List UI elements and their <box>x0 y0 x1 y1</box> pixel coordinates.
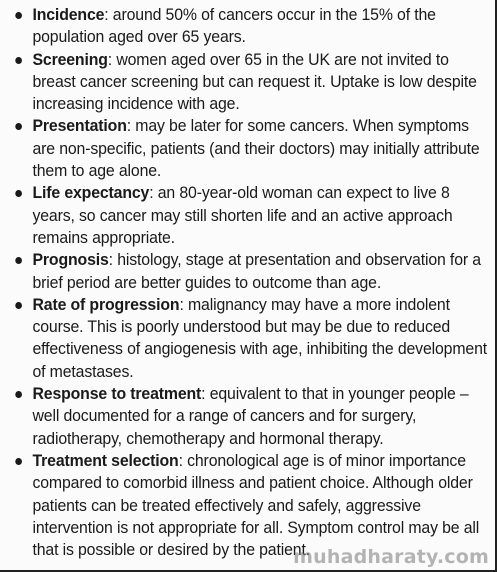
item-term: Response to treatment <box>32 384 202 404</box>
bullet-icon <box>15 257 22 264</box>
item-term: Presentation <box>32 116 127 136</box>
list-item <box>10 294 495 383</box>
list-item <box>10 450 495 561</box>
item-term: Prognosis <box>32 250 109 270</box>
list-item <box>10 115 495 182</box>
item-text: : around 50% of cancers occur in the 15% of the population aged over 65 years. <box>32 5 436 47</box>
bullet-icon <box>15 190 22 197</box>
bullet-icon <box>15 391 22 398</box>
bullet-icon <box>15 458 22 465</box>
list-item <box>10 4 495 49</box>
list-item <box>10 49 495 116</box>
item-text: : histology, stage at presentation and observation for a brief period are better guides to outcome than age. <box>32 250 481 292</box>
item-text: : an 80-year-old woman can expect to live 8 years, so cancer may still shorten life and an active approach remains appropriate. <box>32 183 453 247</box>
list-item <box>10 182 495 249</box>
item-text: : women aged over 65 in the UK are not invited to breast cancer screening but can request it. Uptake is low despite increasing incidence with age. <box>32 49 477 114</box>
item-text: : chronological age is of minor importance compared to comorbid illness and patient choice. Although older patients can be treated effectively and safely, aggressive intervention is not appropriate for all. Symptom control may be all that is possible or desired by the patient. <box>32 450 480 560</box>
item-text: : equivalent to that in younger people – well documented for a range of cancers and for surgery, radiotherapy, chemotherapy and hormonal therapy. <box>32 384 469 448</box>
item-term: Incidence <box>32 5 105 24</box>
site-watermark: muhadharaty.com <box>293 546 489 568</box>
item-term: Life expectancy <box>32 183 150 203</box>
list-item <box>10 249 495 294</box>
bullet-icon <box>15 57 22 64</box>
item-text: : malignancy may have a more indolent course. This is poorly understood but may be due to reduced effectiveness of angiogenesis with age, inhibiting the development of metastases. <box>32 294 488 381</box>
bullet-icon <box>15 302 22 309</box>
item-term: Screening <box>32 49 108 69</box>
item-term: Rate of progression <box>32 294 180 314</box>
item-term: Treatment selection <box>32 450 179 470</box>
bullet-icon <box>15 123 22 130</box>
list-item <box>10 383 495 450</box>
bullet-icon <box>15 12 22 19</box>
item-text: : may be later for some cancers. When symptoms are non-specific, patients (and their doctors) may initially attribute them to age alone. <box>32 116 480 181</box>
